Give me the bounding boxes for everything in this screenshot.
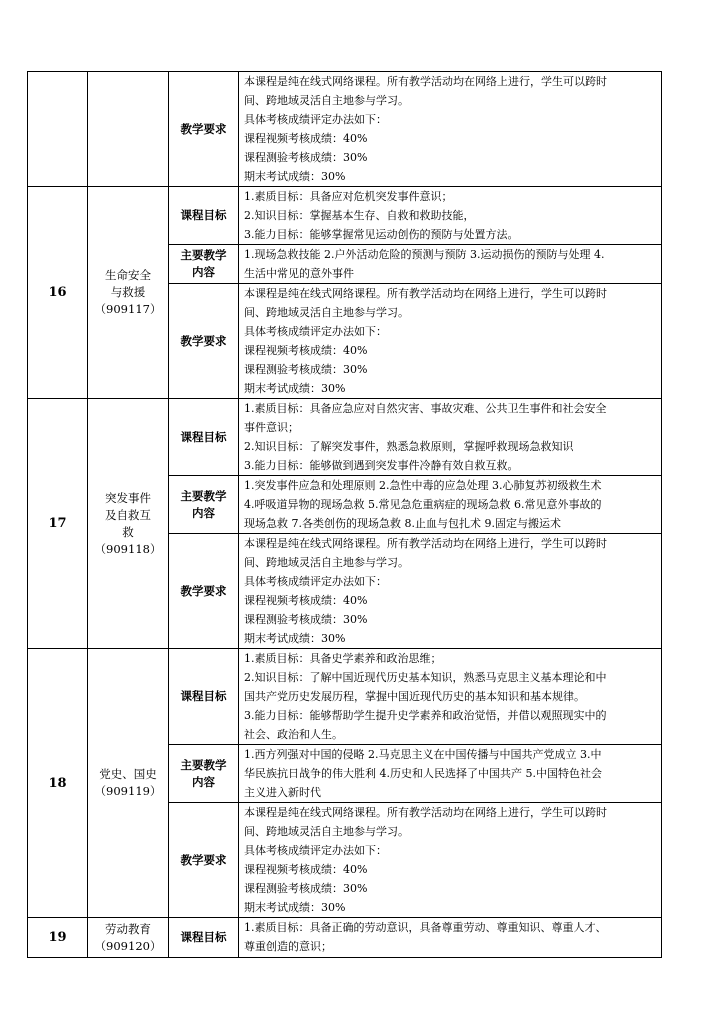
content-line: 本课程是纯在线式网络课程。所有教学活动均在网络上进行，学生可以跨时 [244,537,607,550]
course-name-line: 及自救互 [105,507,151,522]
course-name-line: （909119） [94,784,162,798]
content-line: 国共产党历史发展历程，掌握中国近现代历史的基本知识和基本规律。 [244,690,585,703]
section-label: 课程目标 [169,649,239,745]
content-line: 间、跨地域灵活自主地参与学习。 [244,306,409,319]
content-line: 具体考核成绩评定办法如下： [244,575,387,588]
section-label: 教学要求 [169,534,239,649]
content-line: 2.知识目标：了解中国近现代历史基本知识，熟悉马克思主义基本理论和中 [244,671,607,684]
content-line: 课程测验考核成绩：30% [244,882,368,895]
content-line: 具体考核成绩评定办法如下： [244,325,387,338]
content-line: 社会、政治和人生。 [244,728,343,741]
course-name-line: （909118） [94,541,162,556]
content-line: 期末考试成绩：30% [244,901,346,914]
section-content [239,399,662,476]
section-content [239,803,662,918]
content-line: 华民族抗日战争的伟大胜利 4.历史和人民选择了中国共产 5.中国特色社会 [244,767,602,780]
content-line: 3.能力目标：能够做到遇到突发事件冷静有效自救互救。 [244,459,519,472]
course-name-line: 与救援 [110,285,146,299]
content-line: 具体考核成绩评定办法如下： [244,113,387,126]
content-line: 课程测验考核成绩：30% [244,363,368,376]
section-label: 教学要求 [169,72,239,187]
course-row [28,649,662,745]
content-line: 3.能力目标：能够掌握常见运动创伤的预防与处置方法。 [244,228,519,241]
content-line: 具体考核成绩评定办法如下： [244,844,387,857]
course-row [28,918,662,958]
content-line: 本课程是纯在线式网络课程。所有教学活动均在网络上进行，学生可以跨时 [244,75,607,88]
course-name-line: 生命安全 [105,268,151,282]
content-line: 课程测验考核成绩：30% [244,151,368,164]
course-number: 18 [28,649,88,918]
course-name-line: 突发事件 [105,490,151,505]
section-label: 课程目标 [169,918,239,958]
content-line: 本课程是纯在线式网络课程。所有教学活动均在网络上进行，学生可以跨时 [244,806,607,819]
content-line: 课程视频考核成绩：40% [244,132,368,145]
course-name [88,649,169,918]
course-table-body [28,72,662,958]
course-row [28,72,662,187]
course-row [28,187,662,245]
section-label: 课程目标 [169,399,239,476]
section-content [239,649,662,745]
content-line: 1.突发事件应急和处理原则 2.急性中毒的应急处理 3.心肺复苏初级救生术 [244,479,602,492]
section-content [239,745,662,803]
course-name-line: （909117） [94,302,162,316]
content-line: 期末考试成绩：30% [244,632,346,645]
content-line: 3.能力目标：能够帮助学生提升史学素养和政治觉悟，并借以观照现实中的 [244,709,607,722]
course-name [88,187,169,399]
course-name-line: 党史、国史 [99,767,157,781]
content-line: 1.素质目标：具备史学素养和政治思维； [244,652,442,665]
content-line: 1.素质目标：具备应急应对自然灾害、事故灾难、公共卫生事件和社会安全 [244,402,607,415]
section-label: 课程目标 [169,187,239,245]
content-line: 2.知识目标：掌握基本生存、自救和救助技能， [244,209,475,222]
content-line: 本课程是纯在线式网络课程。所有教学活动均在网络上进行，学生可以跨时 [244,287,607,300]
content-line: 期末考试成绩：30% [244,382,346,395]
section-content [239,534,662,649]
content-line: 课程视频考核成绩：40% [244,863,368,876]
course-name-line: 劳动教育 [105,921,151,936]
section-content [239,476,662,534]
section-label: 教学要求 [169,284,239,399]
course-name-line: 救 [122,524,134,539]
course-table [27,71,662,958]
content-line: 期末考试成绩：30% [244,170,346,183]
section-content [239,187,662,245]
section-label: 主要教学内容 [169,245,239,284]
content-line: 课程视频考核成绩：40% [244,344,368,357]
section-label: 教学要求 [169,803,239,918]
content-line: 2.知识目标：了解突发事件，熟悉急救原则，掌握呼救现场急救知识 [244,440,574,453]
content-line: 1.素质目标：具备正确的劳动意识，具备尊重劳动、尊重知识、尊重人才、 [244,921,607,934]
content-line: 现场急救 7.各类创伤的现场急救 8.止血与包扎术 9.固定与搬运术 [244,517,561,530]
content-line: 4.呼吸道异物的现场急救 5.常见急危重病症的现场急救 6.常见意外事故的 [244,498,602,511]
course-name [88,918,169,958]
content-line: 1.西方列强对中国的侵略 2.马克思主义在中国传播与中国共产党成立 3.中 [244,748,602,761]
course-row [28,399,662,476]
content-line: 生活中常见的意外事件 [244,267,354,280]
content-line: 课程测验考核成绩：30% [244,613,368,626]
section-content [239,284,662,399]
content-line: 主义进入新时代 [244,786,321,799]
content-line: 课程视频考核成绩：40% [244,594,368,607]
section-label: 主要教学内容 [169,745,239,803]
content-line: 间、跨地域灵活自主地参与学习。 [244,556,409,569]
course-number: 17 [28,399,88,649]
section-label: 主要教学内容 [169,476,239,534]
course-number: 19 [28,918,88,958]
section-content [239,72,662,187]
content-line: 事件意识； [244,421,299,434]
content-line: 1.素质目标：具备应对危机突发事件意识； [244,190,453,203]
section-content [239,918,662,958]
course-name [88,72,169,187]
content-line: 1.现场急救技能 2.户外活动危险的预测与预防 3.运动损伤的预防与处理 4. [244,248,605,261]
course-number: 16 [28,187,88,399]
course-name-line: （909120） [94,938,162,953]
content-line: 间、跨地域灵活自主地参与学习。 [244,825,409,838]
section-content [239,245,662,284]
content-line: 间、跨地域灵活自主地参与学习。 [244,94,409,107]
course-number [28,72,88,187]
content-line: 尊重创造的意识； [244,940,332,953]
course-name [88,399,169,649]
